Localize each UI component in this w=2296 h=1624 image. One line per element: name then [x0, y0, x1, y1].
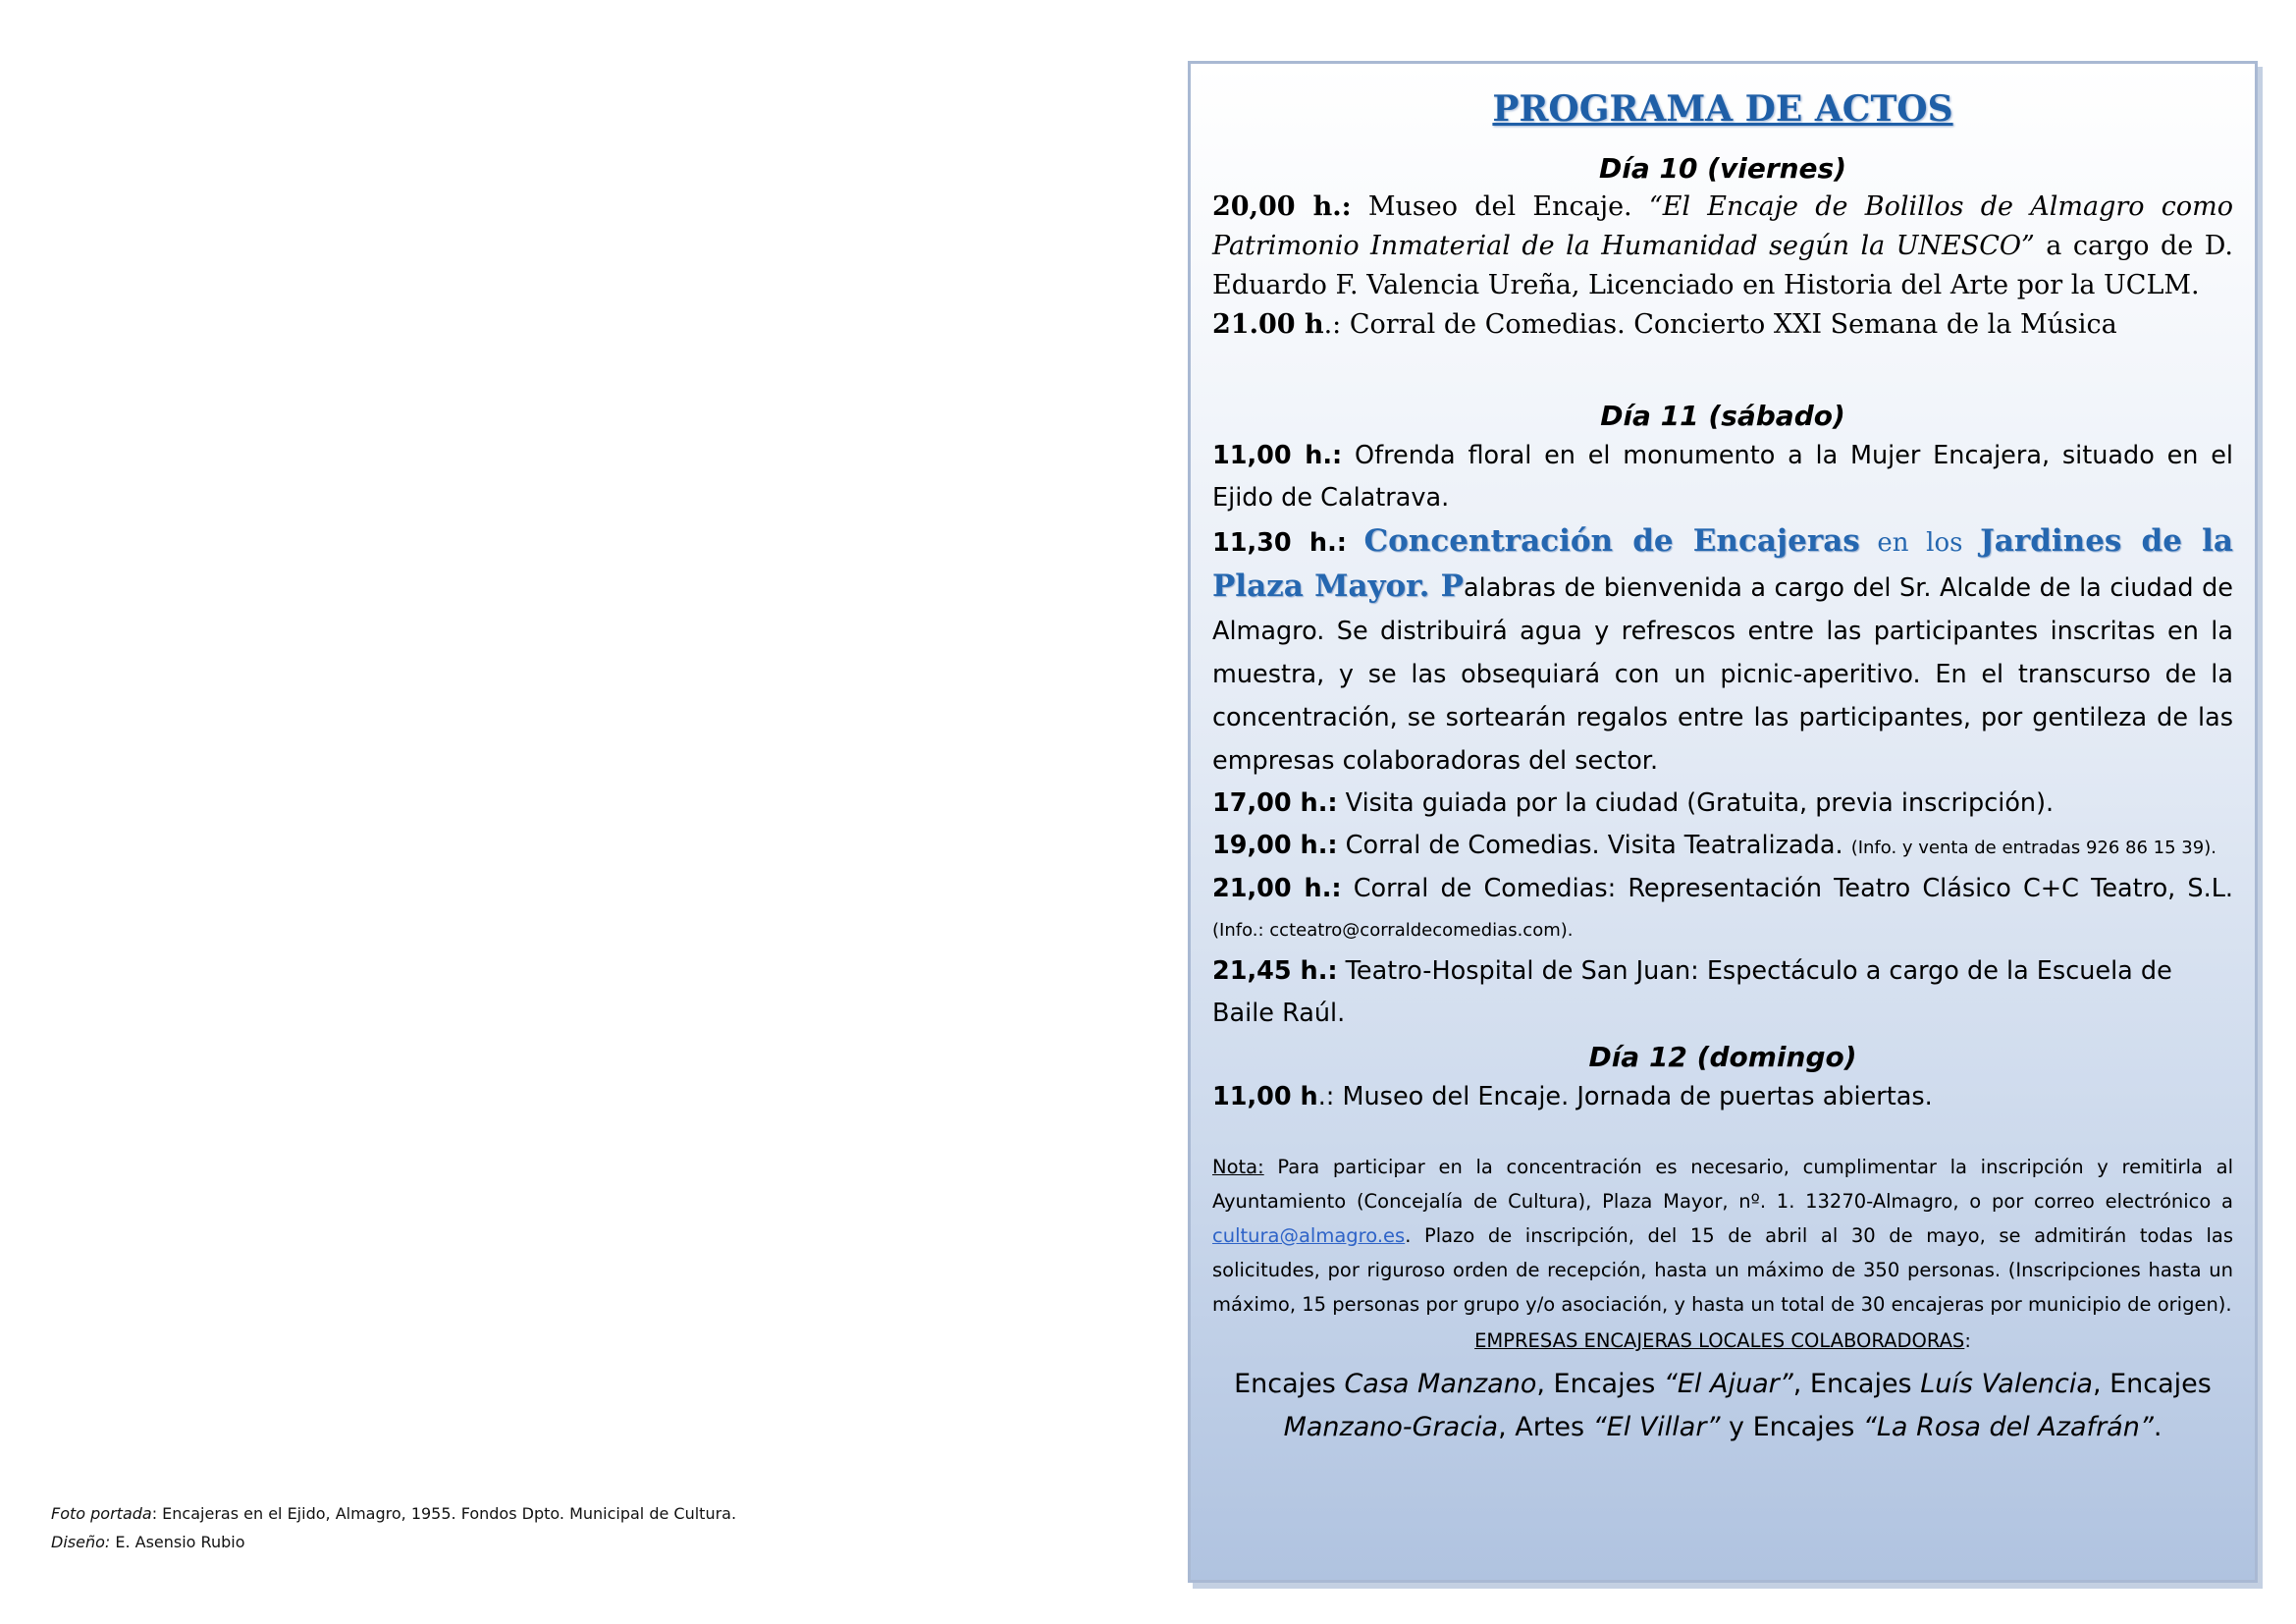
note-text: Para participar en la concentración es necesario, cumplimentar la inscripción y remitirla al Ayuntamiento (Concejalía de Cultura), Plaza Mayor, nº. 1. 13270-Almagro, o por correo electrónico a — [1212, 1156, 2233, 1213]
design-credit-text: E. Asensio Rubio — [110, 1533, 245, 1551]
design-credit — [51, 1528, 797, 1556]
company-name: “El Villar” — [1592, 1412, 1721, 1442]
day-10-event-1 — [1212, 188, 2233, 305]
day-12-event-1 — [1212, 1076, 2233, 1118]
event-info: (Info. y venta de entradas 926 86 15 39). — [1850, 838, 2216, 858]
company-name: Casa Manzano — [1344, 1369, 1537, 1399]
program-content — [1212, 64, 2233, 1580]
event-highlight-connector: en los — [1859, 528, 1981, 558]
registration-note — [1212, 1150, 2233, 1322]
event-time: 11,30 h.: — [1212, 528, 1347, 558]
event-text: alabras de bienvenida a cargo del Sr. Alcalde de la ciudad de Almagro. Se distribuirá agua y refrescos entre las participantes inscritas en la muestra, y se las obsequiará con un picnic-aperitivo. En el transcurso de la concentración, se sortearán regalos entre las participantes, por gentileza de las empresas colaboradoras del sector. — [1212, 573, 2233, 776]
companies-list — [1212, 1363, 2233, 1449]
program-panel — [1188, 61, 2258, 1583]
note-text-rest: . Plazo de inscripción, del 15 de abril al 30 de mayo, se admitirán todas las solicitudes, por riguroso orden de recepción, hasta un máximo de 350 personas. (Inscripciones hasta un máximo, 15 personas por grupo y/o asociación, y hasta un total de 30 encajeras por municipio de origen). — [1212, 1224, 2233, 1316]
day-11-event-1 — [1212, 435, 2233, 519]
event-text: Ofrenda floral en el monumento a la Mujer Encajera, situado en el Ejido de Calatrava. — [1212, 441, 2233, 513]
event-time: 20,00 h.: — [1212, 191, 1352, 222]
event-highlight: Concentración de Encajeras — [1363, 523, 1860, 559]
event-text: Museo del Encaje. — [1351, 191, 1649, 222]
company-prefix: , Artes — [1498, 1412, 1593, 1442]
company-prefix: , Encajes — [2092, 1369, 2212, 1399]
photo-credit-text: : Encajeras en el Ejido, Almagro, 1955. Fondos Dpto. Municipal de Cultura. — [151, 1504, 737, 1523]
company-name: Luís Valencia — [1920, 1369, 2093, 1399]
companies-heading-text: EMPRESAS ENCAJERAS LOCALES COLABORADORAS — [1474, 1329, 1965, 1352]
company-name: “El Ajuar” — [1663, 1369, 1793, 1399]
note-label: Nota: — [1212, 1156, 1264, 1178]
photo-credit-label: Foto portada — [51, 1504, 152, 1523]
event-text: Teatro-Hospital de San Juan: Espectáculo a cargo de la Escuela de Baile Raúl. — [1212, 956, 2172, 1028]
day-11-event-2 — [1212, 519, 2233, 783]
event-highlight-place: Jardines de la Plaza Mayor. P — [1212, 523, 2233, 604]
event-text: .: Corral de Comedias. Concierto XXI Semana de la Música — [1323, 309, 2117, 340]
day-11-event-5 — [1212, 869, 2233, 950]
company-prefix: , Encajes — [1792, 1369, 1921, 1399]
event-time: 21,45 h.: — [1212, 956, 1338, 986]
day-11-event-3 — [1212, 783, 2233, 825]
day-10-heading: Día 10 (viernes) — [1598, 152, 1847, 185]
company-name: “La Rosa del Azafrán” — [1862, 1412, 2154, 1442]
companies-heading — [1212, 1324, 2233, 1359]
event-time: 21,00 h.: — [1212, 874, 1342, 903]
day-11-event-6 — [1212, 950, 2233, 1035]
event-text: Corral de Comedias. Visita Teatralizada. — [1337, 831, 1851, 860]
event-time: 17,00 h.: — [1212, 788, 1338, 818]
event-time: 19,00 h.: — [1212, 831, 1338, 860]
day-11-heading: Día 11 (sábado) — [1600, 400, 1845, 432]
company-prefix: , Encajes — [1536, 1369, 1664, 1399]
event-time: 11,00 h — [1212, 1082, 1318, 1111]
company-name: Manzano-Gracia — [1283, 1412, 1499, 1442]
day-11-event-4 — [1212, 825, 2233, 869]
companies-heading-colon: : — [1964, 1329, 1971, 1352]
event-quote: “El Encaje de Bolillos de Almagro como Patrimonio Inmaterial de la Humanidad según la UNESCO” — [1212, 191, 2234, 261]
day-12-heading: Día 12 (domingo) — [1588, 1041, 1857, 1073]
photo-credit — [51, 1499, 797, 1528]
companies-end: . — [2153, 1412, 2163, 1442]
event-text-rest: a cargo de D. Eduardo F. Valencia Ureña, Licenciado en Historia del Arte por la UCLM. — [1212, 231, 2233, 300]
event-text: Corral de Comedias: Representación Teatro Clásico C+C Teatro, S.L. — [1341, 874, 2234, 903]
program-title: PROGRAMA DE ACTOS — [1492, 88, 1953, 130]
company-prefix: y Encajes — [1720, 1412, 1863, 1442]
event-info: (Info.: ccteatro@corraldecomedias.com). — [1212, 920, 1574, 941]
email-link[interactable]: cultura@almagro.es — [1212, 1224, 1406, 1247]
event-text: Visita guiada por la ciudad (Gratuita, previa inscripción). — [1337, 788, 2055, 818]
credits — [51, 1499, 797, 1556]
event-time: 21.00 h — [1212, 309, 1324, 340]
design-credit-label: Diseño: — [51, 1533, 111, 1551]
day-10-event-2 — [1212, 305, 2233, 345]
event-text: .: Museo del Encaje. Jornada de puertas abiertas. — [1317, 1082, 1933, 1111]
event-time: 11,00 h.: — [1212, 441, 1343, 470]
company-prefix: Encajes — [1234, 1369, 1345, 1399]
